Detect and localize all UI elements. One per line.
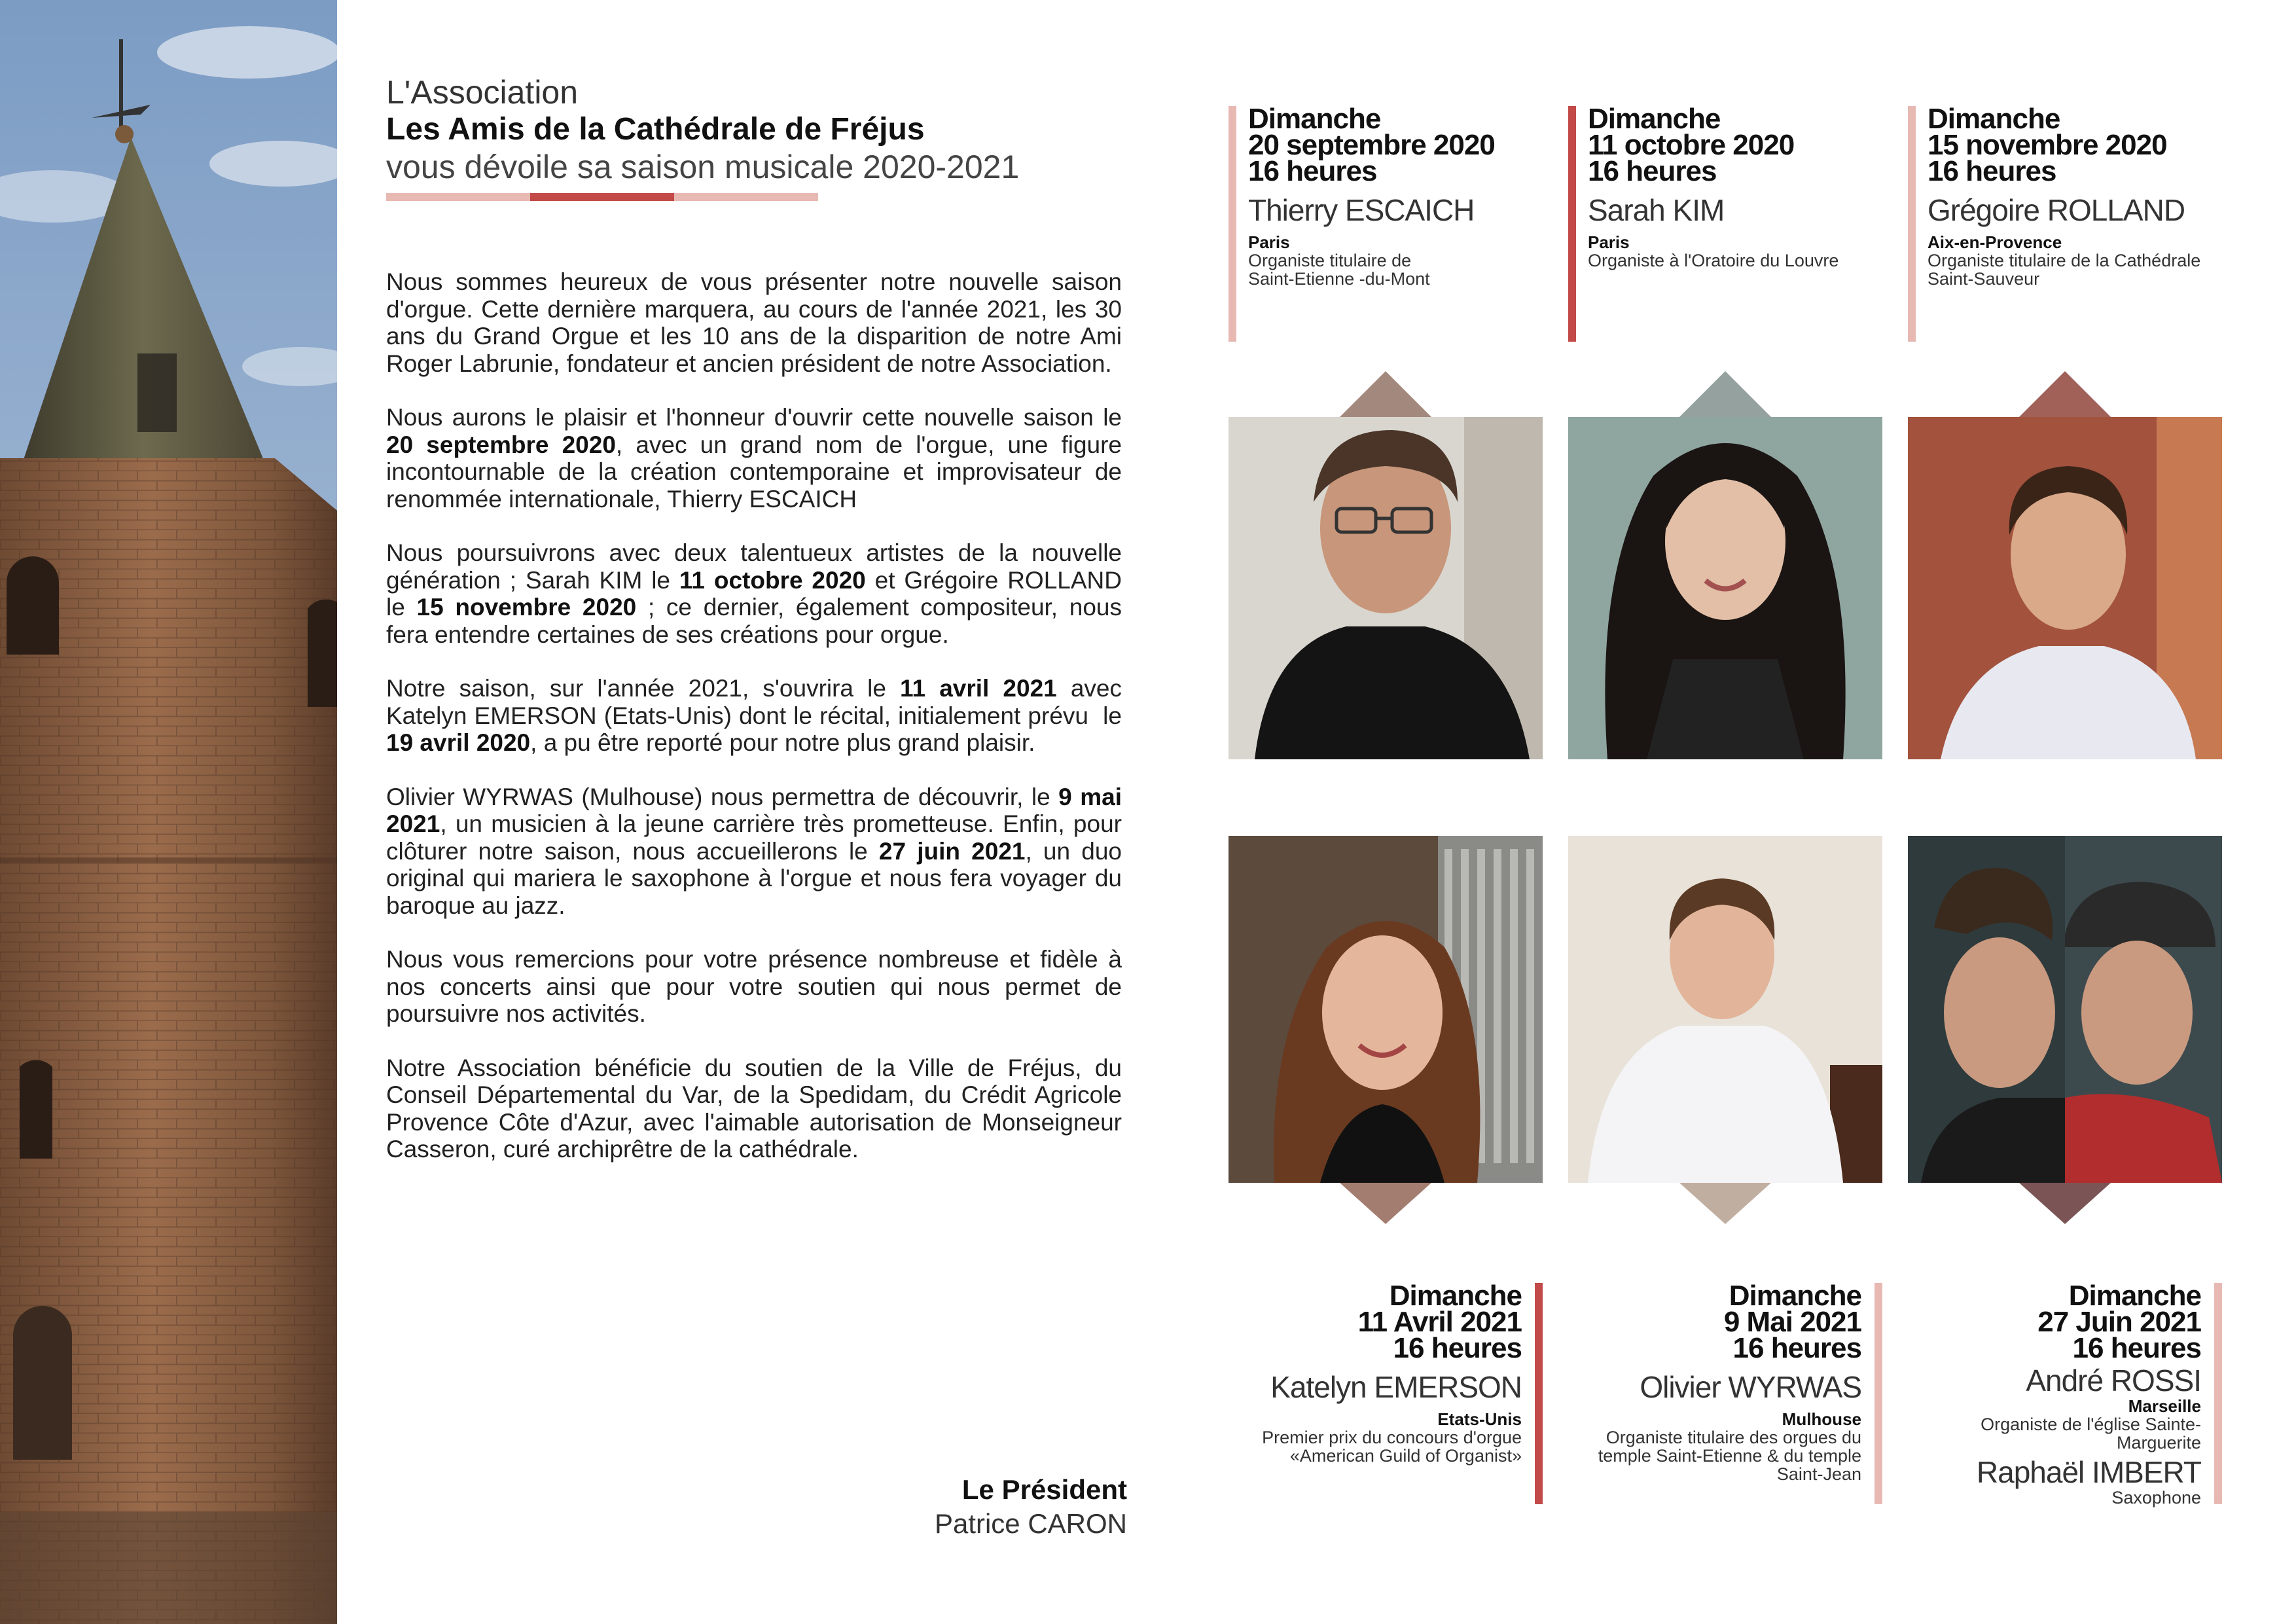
intro-paragraph: Nous aurons le plaisir et l'honneur d'ouvrir cette nouvelle saison le 20 septembre 2020, avec un grand nom de l'orgue, une figure incontournable de la création contemporaine et improvisateur de renommée internationale, Thierry ESCAICH bbox=[386, 404, 1122, 513]
signature-title: Le Président bbox=[961, 1474, 1127, 1505]
concert-card bbox=[1229, 103, 1543, 342]
concert-card bbox=[1908, 103, 2222, 342]
intro-paragraph: Nous vous remercions pour votre présence nombreuse et fidèle à nos concerts ainsi que pour votre soutien qui nous permet de poursuivre nos activités. bbox=[386, 946, 1122, 1027]
header-association-label: L'Association bbox=[386, 74, 579, 111]
artist-name: Thierry ESCAICH bbox=[1248, 193, 1475, 227]
signature-name: Patrice CARON bbox=[934, 1508, 1127, 1539]
concert-date: 20 septembre 2020 bbox=[1248, 129, 1495, 161]
intro-paragraph: Notre Association bénéficie du soutien de la Ville de Fréjus, du Conseil Départemental du Var, de la Spedidam, du Crédit Agricole Provence Côte d'Azur, avec l'aimable autorisation de Monseigneur Casseron, curé archiprêtre de la cathédrale. bbox=[386, 1054, 1122, 1163]
concert-time: 16 heures bbox=[1732, 1332, 1861, 1364]
concert-card bbox=[1908, 1280, 2222, 1507]
concert-day: Dimanche bbox=[1248, 103, 1381, 135]
concert-day: Dimanche bbox=[1389, 1280, 1522, 1312]
artist-role: Organiste titulaire des orgues du temple Saint-Etienne & du temple Saint-Jean bbox=[1598, 1428, 1861, 1484]
artist-city: Aix-en-Provence bbox=[1928, 232, 2062, 252]
header-divider bbox=[386, 193, 818, 201]
artist-role: Premier prix du concours d'orgue «American Guild of Organist» bbox=[1262, 1428, 1522, 1466]
concert-date: 9 Mai 2021 bbox=[1723, 1306, 1861, 1338]
concert-time: 16 heures bbox=[1588, 155, 1717, 187]
artist-city: Paris bbox=[1588, 232, 1630, 252]
concert-date: 11 octobre 2020 bbox=[1588, 129, 1795, 161]
second-artist-name: Raphaël IMBERT bbox=[1976, 1455, 2201, 1489]
concert-time: 16 heures bbox=[1928, 155, 2056, 187]
concert-date: 15 novembre 2020 bbox=[1928, 129, 2167, 161]
artist-role: Organiste titulaire de Saint-Etienne -du-Mont bbox=[1248, 251, 1430, 289]
signature bbox=[935, 1473, 1127, 1541]
concert-time: 16 heures bbox=[2072, 1332, 2201, 1364]
artist-name: Sarah KIM bbox=[1588, 193, 1725, 227]
concert-time: 16 heures bbox=[1248, 155, 1377, 187]
concert-day: Dimanche bbox=[2068, 1280, 2201, 1312]
portrait-katelyn-emerson bbox=[1229, 836, 1543, 1224]
artist-role: Organiste titulaire de la Cathédrale Saint-Sauveur bbox=[1928, 251, 2201, 289]
artist-role: Organiste de l'église Sainte-Marguerite bbox=[1981, 1415, 2201, 1453]
second-artist-role: Saxophone bbox=[2111, 1488, 2201, 1507]
cathedral-tower-photo bbox=[0, 0, 337, 1624]
concert-day: Dimanche bbox=[1729, 1280, 1861, 1312]
portrait-rossi-imbert bbox=[1908, 836, 2222, 1224]
intro-text bbox=[386, 268, 1122, 1190]
portrait-sarah-kim bbox=[1568, 371, 1882, 759]
artist-city: Marseille bbox=[2128, 1396, 2201, 1416]
concert-date: 11 Avril 2021 bbox=[1357, 1306, 1522, 1338]
artist-city: Mulhouse bbox=[1782, 1409, 1861, 1429]
portrait-thierry-escaich bbox=[1229, 371, 1543, 759]
portrait-olivier-wyrwas bbox=[1568, 836, 1882, 1224]
portrait-gregoire-rolland bbox=[1908, 371, 2222, 759]
concert-card bbox=[1568, 1280, 1882, 1504]
header-subtitle: vous dévoile sa saison musicale 2020-2021 bbox=[386, 149, 1020, 185]
intro-paragraph: Olivier WYRWAS (Mulhouse) nous permettra de découvrir, le 9 mai 2021, un musicien à la jeune carrière très prometteuse. Enfin, pour clôturer notre saison, nous accueillerons le 27 juin 2021, un duo original qui mariera le saxophone à l'orgue et nous fera voyager du baroque au jazz. bbox=[386, 783, 1122, 919]
header bbox=[386, 73, 1139, 186]
intro-paragraph: Nous poursuivrons avec deux talentueux artistes de la nouvelle génération ; Sarah KIM le 11 octobre 2020 et Grégoire ROLLAND le 15 novembre 2020 ; ce dernier, également compositeur, nous fera entendre certaines de ses créations pour orgue. bbox=[386, 539, 1122, 648]
artist-name: Katelyn EMERSON bbox=[1270, 1370, 1522, 1404]
concert-day: Dimanche bbox=[1928, 103, 2060, 135]
artist-name: Grégoire ROLLAND bbox=[1928, 193, 2185, 227]
artist-role: Organiste à l'Oratoire du Louvre bbox=[1588, 251, 1839, 270]
artist-name: Olivier WYRWAS bbox=[1640, 1370, 1861, 1404]
intro-paragraph: Notre saison, sur l'année 2021, s'ouvrira le 11 avril 2021 avec Katelyn EMERSON (Etats-Unis) dont le récital, initialement prévu le 19 avril 2020, a pu être reporté pour notre plus grand plaisir. bbox=[386, 675, 1122, 756]
page-title: Les Amis de la Cathédrale de Fréjus bbox=[386, 112, 925, 147]
concert-card bbox=[1229, 1280, 1543, 1504]
concert-date: 27 Juin 2021 bbox=[2037, 1306, 2201, 1338]
concert-card bbox=[1568, 103, 1882, 342]
intro-paragraph: Nous sommes heureux de vous présenter notre nouvelle saison d'orgue. Cette dernière marquera, au cours de l'année 2021, les 30 ans du Grand Orgue et les 10 ans de la disparition de notre Ami Roger Labrunie, fondateur et ancien président de notre Association. bbox=[386, 268, 1122, 377]
artist-city: Paris bbox=[1248, 232, 1290, 252]
concert-time: 16 heures bbox=[1393, 1332, 1522, 1364]
concert-day: Dimanche bbox=[1588, 103, 1721, 135]
artist-city: Etats-Unis bbox=[1437, 1409, 1522, 1429]
artist-name: André ROSSI bbox=[2026, 1363, 2201, 1398]
